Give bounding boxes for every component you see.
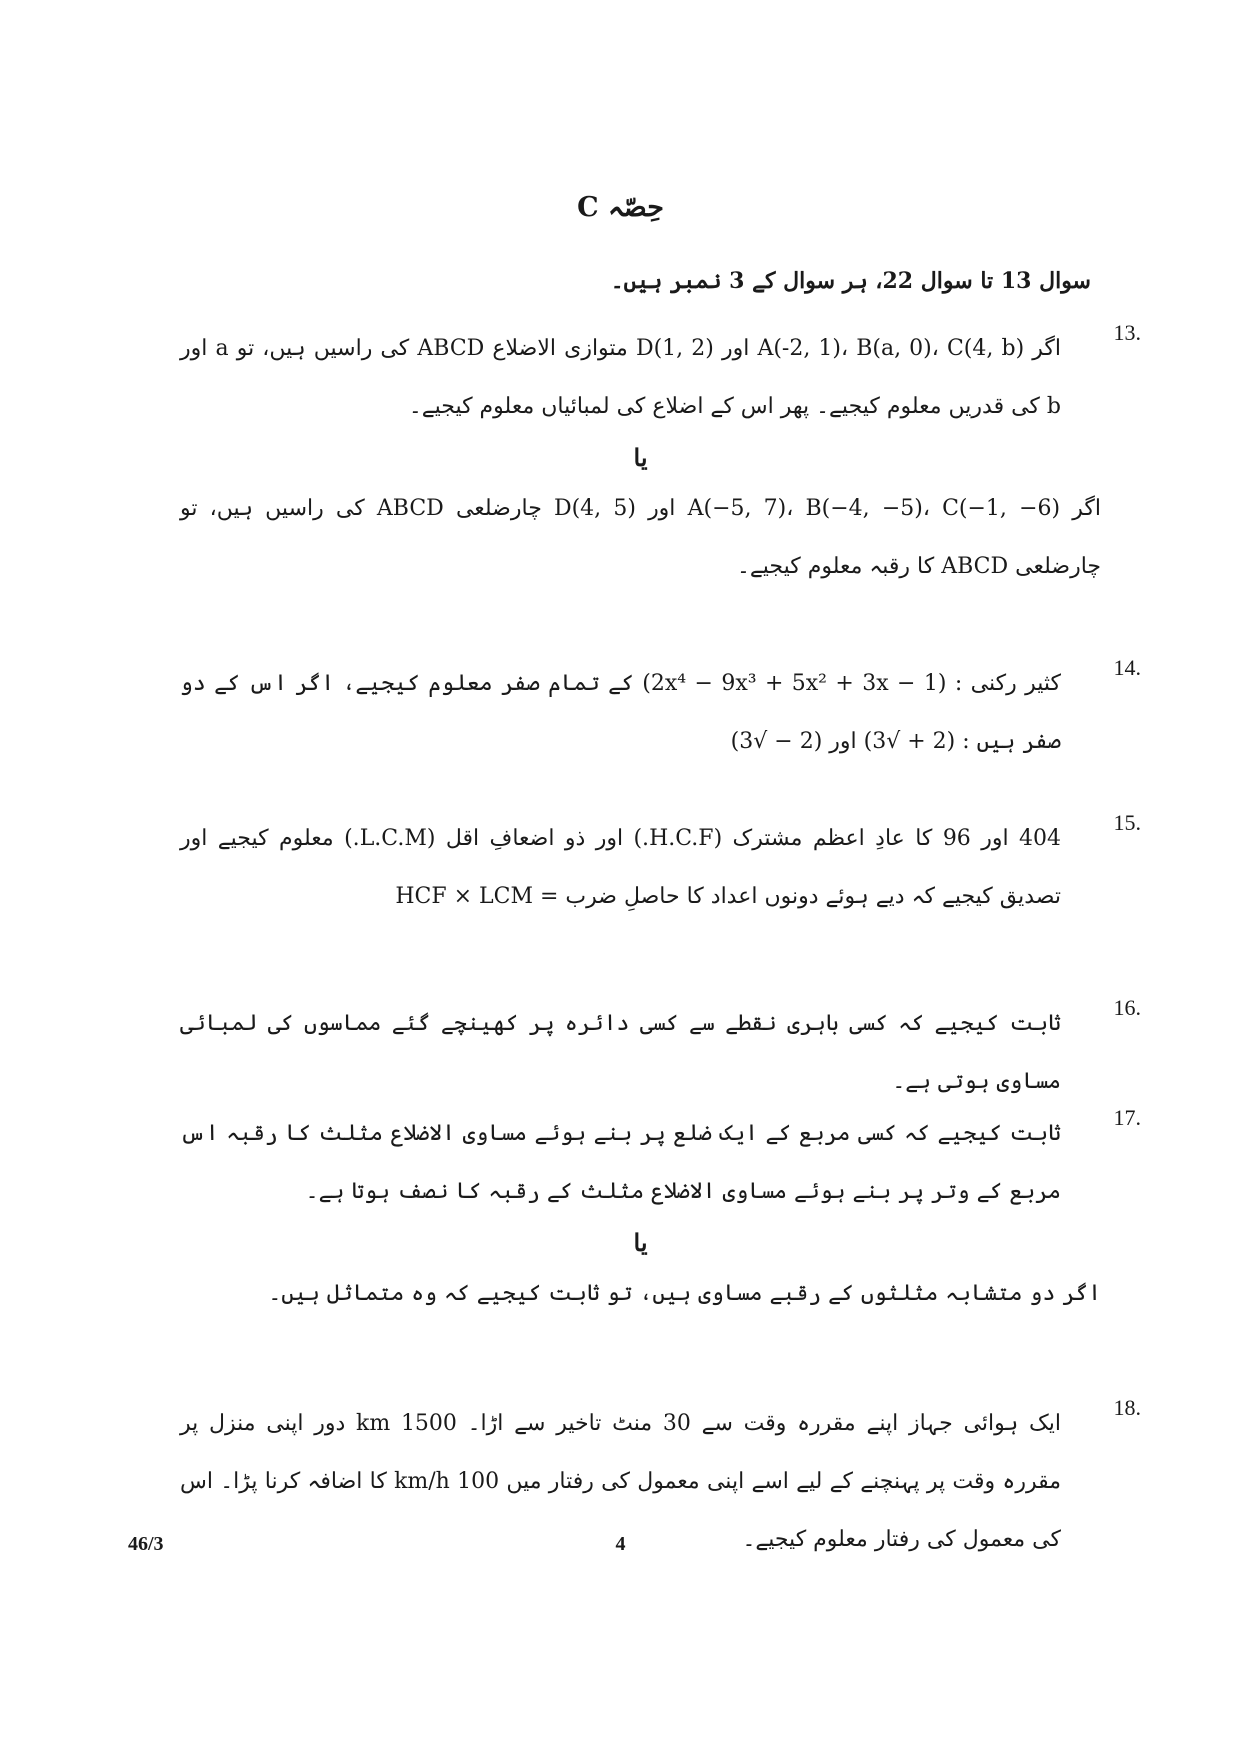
question-number: 16. xyxy=(1113,995,1141,1020)
question-number: 17. xyxy=(1113,1105,1141,1130)
question-text: ثابت کیجیے کہ کسی مربع کے ایک ضلع پر بنے ہوئے مساوی الاضلاع مثلث کا رقبہ اس مربع کے وتر پر بنے ہوئے مساوی الاضلاع مثلث کے رقبہ کا نصف ہوتا ہے۔ xyxy=(180,1121,1061,1204)
question-14 xyxy=(180,655,1141,771)
question-number: 15. xyxy=(1113,810,1141,835)
question-16 xyxy=(180,995,1141,1111)
section-heading: حِصّہ C xyxy=(577,192,664,223)
or-separator: یا xyxy=(633,1228,648,1257)
question-text: 404 اور 96 کا عادِ اعظم مشترک (H.C.F.) اور ذو اضعافِ اقل (L.C.M.) معلوم کیجیے اور تصدیق کیجیے کہ دیے ہوئے دونوں اعداد کا حاصلِ ضرب = HCF × LCM xyxy=(180,826,1061,909)
question-text: اگر A(-2, 1)، B(a, 0)، C(4, b) اور D(1, 2) متوازی الاضلاع ABCD کی راسیں ہیں، تو a اور b کی قدریں معلوم کیجیے۔ پھر اس کے اضلاع کی لمبائیاں معلوم کیجیے۔ xyxy=(180,336,1061,419)
question-number: 13. xyxy=(1113,320,1141,345)
question-text: ایک ہوائی جہاز اپنے مقررہ وقت سے 30 منٹ تاخیر سے اڑا۔ 1500 km دور اپنی منزل پر مقررہ وقت پر پہنچنے کے لیے اسے اپنی معمول کی رفتار میں 100 km/h کا اضافہ کرنا پڑا۔ اس کی معمول کی رفتار معلوم کیجیے۔ xyxy=(180,1411,1061,1552)
question-text: کثیر رکنی : (2x⁴ − 9x³ + 5x² + 3x − 1) کے تمام صفر معلوم کیجیے، اگر اس کے دو صفر ہیں : (2 + √3) اور (2 − √3) xyxy=(180,671,1062,754)
question-number: 18. xyxy=(1113,1395,1141,1420)
question-13 xyxy=(180,320,1141,596)
section-instruction: سوال 13 تا سوال 22، ہر سوال کے 3 نمبر ہیں۔ xyxy=(610,268,1091,294)
page-number: 4 xyxy=(615,1533,626,1555)
question-text: ثابت کیجیے کہ کسی باہری نقطے سے کسی دائرہ پر کھینچے گئے مماسوں کی لمبائی مساوی ہوتی ہے۔ xyxy=(180,1011,1061,1094)
question-15 xyxy=(180,810,1141,926)
or-separator: یا xyxy=(633,443,648,472)
alternative-question-text: اگر دو متشابہ مثلثوں کے رقبے مساوی ہیں، تو ثابت کیجیے کہ وہ متماثل ہیں۔ xyxy=(268,1281,1101,1306)
paper-code: 46/3 xyxy=(128,1533,164,1555)
question-number: 14. xyxy=(1113,655,1141,680)
alternative-question-text: اگر A(−5, 7)، B(−4, −5)، C(−1, −6) اور D(4, 5) چارضلعی ABCD کی راسیں ہیں، تو چارضلعی ABCD کا رقبہ معلوم کیجیے۔ xyxy=(180,496,1101,579)
question-17 xyxy=(180,1105,1141,1323)
